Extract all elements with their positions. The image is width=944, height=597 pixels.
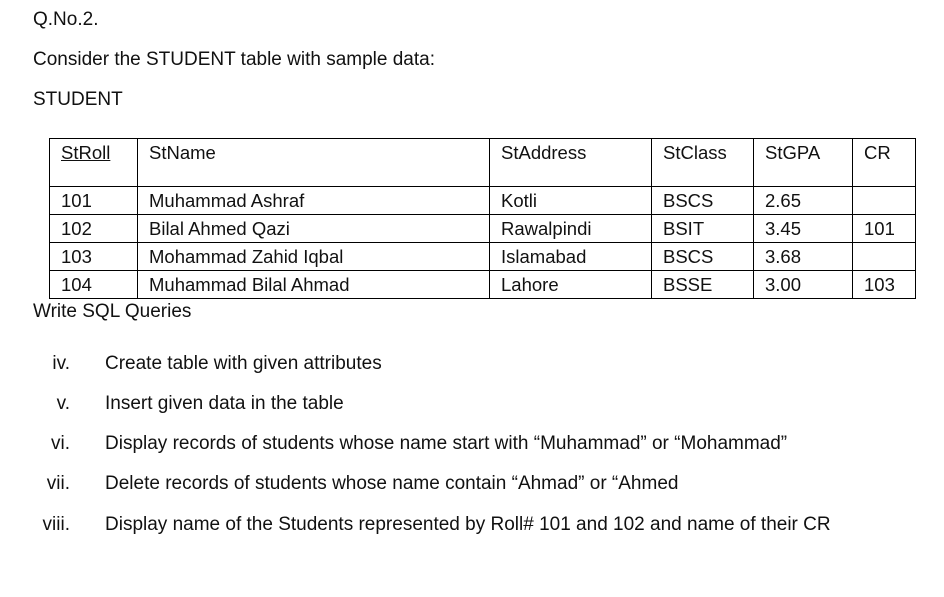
table-row <box>50 243 916 271</box>
cell-stname: Muhammad Bilal Ahmad <box>138 271 490 299</box>
query-text: Display name of the Students represented by Roll# 101 and 102 and name of their CR <box>105 514 831 535</box>
cell-stroll: 104 <box>50 271 138 299</box>
cell-stname: Bilal Ahmed Qazi <box>138 215 490 243</box>
cell-staddress: Rawalpindi <box>490 215 652 243</box>
cell-stroll: 102 <box>50 215 138 243</box>
header-stclass: StClass <box>652 139 754 187</box>
cell-stname: Muhammad Ashraf <box>138 187 490 215</box>
query-text: Insert given data in the table <box>105 393 344 414</box>
query-number: vi. <box>51 433 70 454</box>
query-text: Display records of students whose name start with “Muhammad” or “Mohammad” <box>105 433 788 454</box>
cell-stclass: BSSE <box>652 271 754 299</box>
cell-staddress: Kotli <box>490 187 652 215</box>
query-number: vii. <box>46 473 70 494</box>
cell-cr <box>853 243 916 271</box>
cell-stgpa: 3.00 <box>754 271 853 299</box>
query-number: v. <box>56 393 70 414</box>
cell-stgpa: 3.45 <box>754 215 853 243</box>
cell-stclass: BSCS <box>652 243 754 271</box>
header-cr: CR <box>853 139 916 187</box>
header-stroll: StRoll <box>50 139 138 187</box>
cell-stgpa: 2.65 <box>754 187 853 215</box>
table-row <box>50 271 916 299</box>
cell-stroll: 103 <box>50 243 138 271</box>
queries-prompt: Write SQL Queries <box>33 301 192 322</box>
cell-stclass: BSIT <box>652 215 754 243</box>
question-intro: Consider the STUDENT table with sample data: <box>33 49 435 70</box>
cell-stroll: 101 <box>50 187 138 215</box>
cell-staddress: Islamabad <box>490 243 652 271</box>
header-stgpa: StGPA <box>754 139 853 187</box>
header-staddress: StAddress <box>490 139 652 187</box>
query-text: Delete records of students whose name contain “Ahmad” or “Ahmed <box>105 473 679 494</box>
table-header-row <box>50 139 916 187</box>
table-name: STUDENT <box>33 89 123 110</box>
cell-cr: 101 <box>853 215 916 243</box>
query-text: Create table with given attributes <box>105 353 382 374</box>
cell-stname: Mohammad Zahid Iqbal <box>138 243 490 271</box>
query-number: viii. <box>42 514 70 535</box>
header-stname: StName <box>138 139 490 187</box>
table-row <box>50 215 916 243</box>
cell-stclass: BSCS <box>652 187 754 215</box>
student-table <box>49 138 916 299</box>
cell-cr: 103 <box>853 271 916 299</box>
cell-stgpa: 3.68 <box>754 243 853 271</box>
table-row <box>50 187 916 215</box>
question-number: Q.No.2. <box>33 9 99 30</box>
cell-staddress: Lahore <box>490 271 652 299</box>
query-number: iv. <box>52 353 70 374</box>
cell-cr <box>853 187 916 215</box>
